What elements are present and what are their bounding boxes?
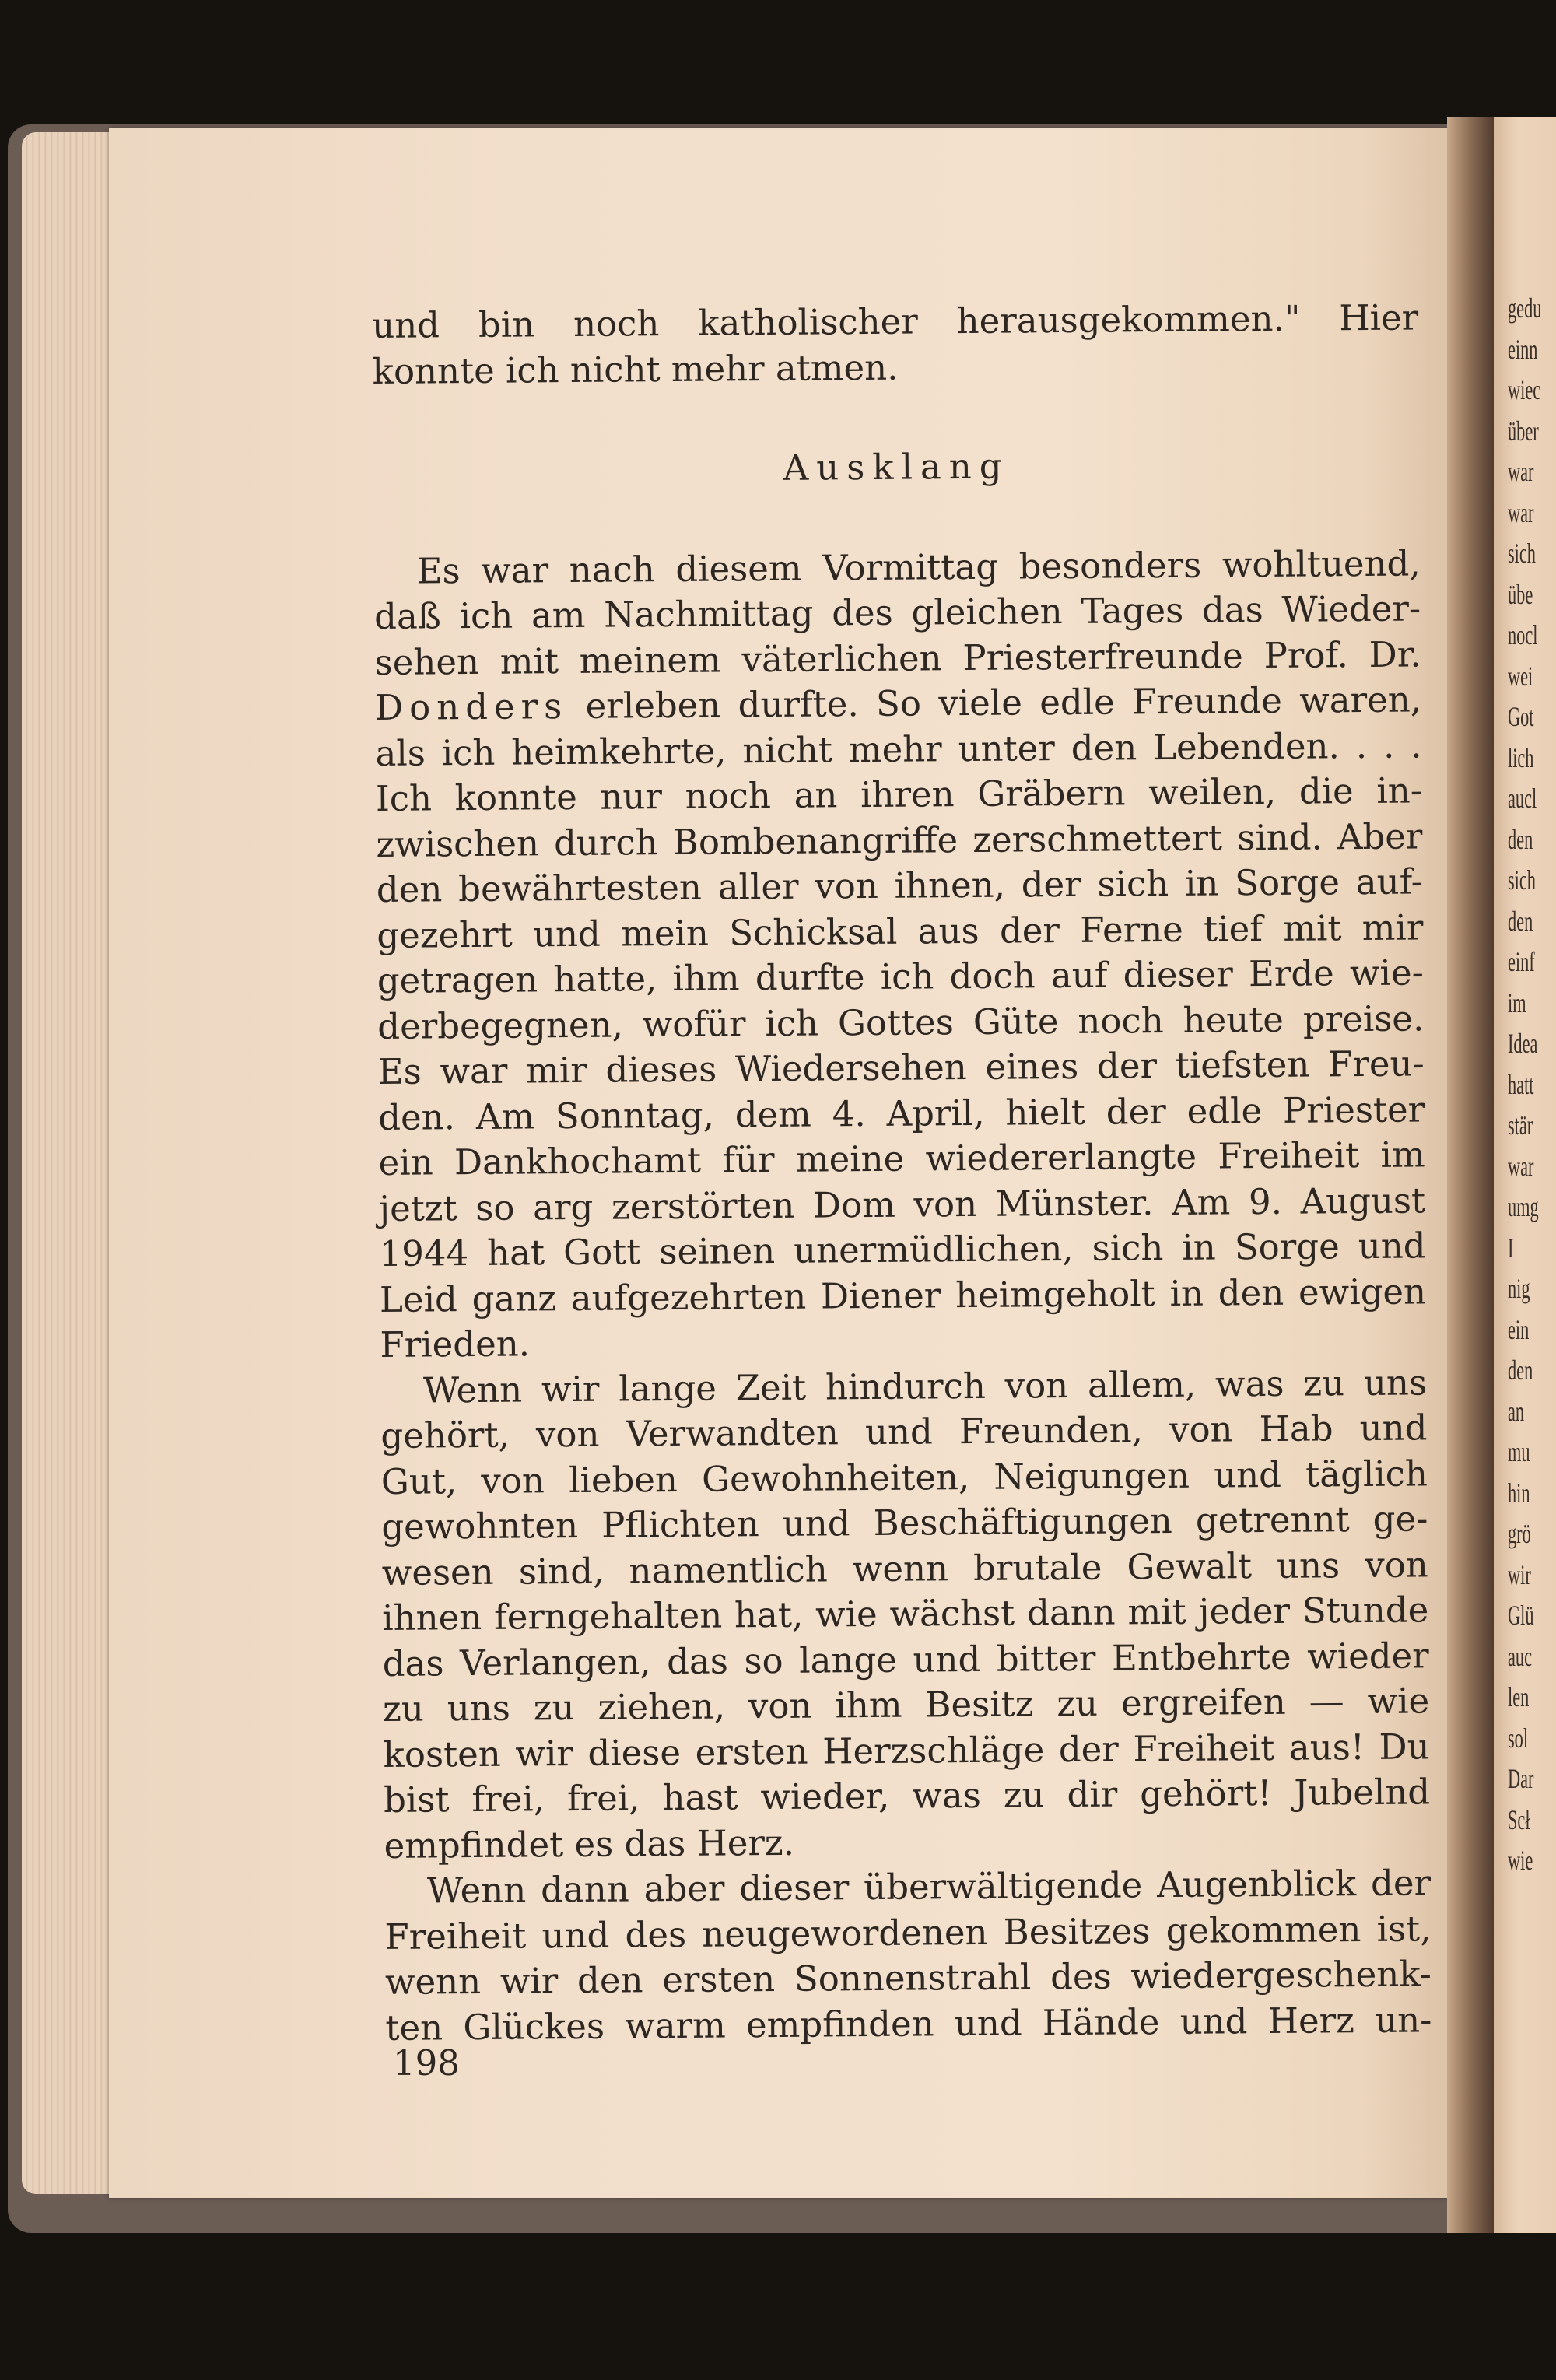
text-line: zwischen durch Bombenangriffe zerschmettert sind. Aber: [376, 815, 1423, 865]
text-line: wenn wir den ersten Sonnenstrahl des wiedergeschenk-: [384, 1953, 1432, 2003]
text-line: den. Am Sonntag, dem 4. April, hielt der edle Priester: [378, 1088, 1425, 1138]
right-page-fragment: sich: [1508, 864, 1536, 896]
right-page-fragment: wie: [1508, 1845, 1533, 1876]
right-page-fragment: an: [1508, 1395, 1525, 1427]
right-page-fragment: war: [1508, 496, 1534, 528]
right-page-fragment: den: [1508, 823, 1533, 855]
text-line: ihnen ferngehalten hat, wie wächst dann mit jeder Stunde: [382, 1589, 1429, 1639]
text-line: sehen mit meinem väterlichen Priesterfreunde Prof. Dr.: [374, 633, 1421, 683]
text-line: [375, 677, 1421, 731]
text-line: konnte ich nicht mehr atmen.: [372, 346, 899, 392]
text-line: bist frei, frei, hast wieder, was zu dir gehört! Jubelnd: [383, 1771, 1431, 1821]
right-page-fragment: hin: [1508, 1477, 1530, 1509]
right-page-fragment: mu: [1508, 1436, 1530, 1467]
right-page: [1494, 117, 1556, 2233]
right-page-fragment: aucl: [1508, 783, 1537, 814]
right-page-fragment: einn: [1508, 333, 1538, 365]
right-page-fragment: einf: [1508, 946, 1535, 977]
text-line: Freiheit und des neugewordenen Besitzes gekommen ist,: [384, 1907, 1432, 1958]
text-line: wesen sind, namentlich wenn brutale Gewalt uns von: [381, 1543, 1428, 1593]
text-line: Wenn dann aber dieser überwältigende Augenblick der: [426, 1862, 1432, 1912]
right-page-fragment: sich: [1508, 538, 1536, 569]
text-line: Wenn wir lange Zeit hindurch von allem, was zu uns: [422, 1361, 1428, 1411]
right-page-fragment: Glü: [1508, 1600, 1534, 1631]
text-line: 1944 hat Gott seinen unermüdlichen, sich in Sorge und: [379, 1225, 1426, 1274]
right-page-fragment: sol: [1508, 1722, 1529, 1754]
text-line: ein Dankhochamt für meine wiedererlangte Freiheit im: [378, 1134, 1425, 1183]
right-page-fragment: Scł: [1508, 1803, 1530, 1835]
page-number: 198: [393, 2042, 460, 2084]
text-line: empfindet es das Herz.: [384, 1821, 795, 1866]
person-name-spaced: Donders: [374, 685, 569, 728]
text-line: jetzt so arg zerstörten Dom von Münster. Am 9. August: [378, 1179, 1426, 1229]
right-page-fragment: Idea: [1508, 1028, 1538, 1059]
text-line: getragen hatte, ihm durfte ich doch auf dieser Erde wie-: [377, 952, 1425, 1001]
right-page-fragment: über: [1508, 415, 1539, 447]
right-page-fragment: auc: [1508, 1640, 1532, 1672]
right-page-fragment: I: [1508, 1232, 1514, 1264]
text-line: Ich konnte nur noch an ihren Gräbern weilen, die in-: [375, 769, 1423, 819]
page-body: [372, 295, 1432, 2050]
text-line: daß ich am Nachmittag des gleichen Tages das Wieder-: [373, 587, 1421, 637]
right-page-fragment: war: [1508, 1150, 1534, 1182]
right-page-fragment: wei: [1508, 660, 1533, 692]
text-line: gehört, von Verwandten und Freunden, von Hab und: [380, 1407, 1428, 1456]
text-line: Es war mir dieses Wiedersehen eines der tiefsten Freu-: [377, 1043, 1425, 1092]
right-page-text: [1508, 288, 1541, 1881]
right-page-fragment: übe: [1508, 578, 1533, 610]
right-page-fragment: den: [1508, 905, 1533, 937]
text-line: ten Glückes warm empfinden und Hände und Herz un-: [385, 1998, 1432, 2049]
right-page-fragment: ein: [1508, 1313, 1530, 1345]
text-line: Leid ganz aufgezehrten Diener heimgeholt in den ewigen: [379, 1270, 1427, 1320]
text-line: gezehrt und mein Schicksal aus der Ferne tief mit mir: [377, 906, 1424, 956]
text-line: Gut, von lieben Gewohnheiten, Neigungen und täglich: [380, 1452, 1428, 1502]
text-line: das Verlangen, das so lange und bitter Entbehrte wieder: [382, 1634, 1429, 1684]
right-page-fragment: im: [1508, 987, 1526, 1018]
right-page-fragment: war: [1508, 456, 1534, 487]
text-line: derbegegnen, wofür ich Gottes Güte noch heute preise.: [377, 997, 1425, 1047]
text-line: zu uns zu ziehen, von ihm Besitz zu ergreifen — wie: [382, 1680, 1430, 1730]
text-fragment: erleben durfte. So viele edle Freunde waren,: [585, 678, 1422, 727]
right-page-fragment: stär: [1508, 1109, 1533, 1141]
text-line: Frieden.: [380, 1323, 531, 1365]
right-page-fragment: den: [1508, 1355, 1533, 1386]
text-line: den bewährtesten aller von ihnen, der sich in Sorge auf-: [376, 861, 1424, 910]
right-page-fragment: gedu: [1508, 293, 1542, 324]
right-page-fragment: wir: [1508, 1558, 1531, 1590]
right-page-fragment: Dar: [1508, 1763, 1534, 1794]
right-page-fragment: lich: [1508, 741, 1534, 773]
right-page-fragment: len: [1508, 1681, 1530, 1712]
right-page-fragment: nig: [1508, 1273, 1530, 1304]
right-page-fragment: umg: [1508, 1191, 1539, 1222]
right-page-fragment: nocl: [1508, 619, 1538, 650]
right-page-fragment: Got: [1508, 701, 1534, 732]
right-page-fragment: hatt: [1508, 1068, 1534, 1100]
right-page-fragment: grö: [1508, 1518, 1531, 1549]
text-line: Es war nach diesem Vormittag besonders wohltuend,: [416, 542, 1421, 592]
right-page-fragment: wiec: [1508, 374, 1541, 405]
section-heading: Ausklang: [783, 445, 1010, 489]
text-line: und bin noch katholischer herausgekommen." Hier: [372, 296, 1419, 346]
text-line: als ich heimkehrte, nicht mehr unter den Lebenden. . . .: [375, 724, 1422, 774]
text-line: kosten wir diese ersten Herzschläge der Freiheit aus! Du: [383, 1725, 1430, 1775]
text-line: gewohnten Pflichten und Beschäftigungen getrennt ge-: [381, 1498, 1428, 1548]
